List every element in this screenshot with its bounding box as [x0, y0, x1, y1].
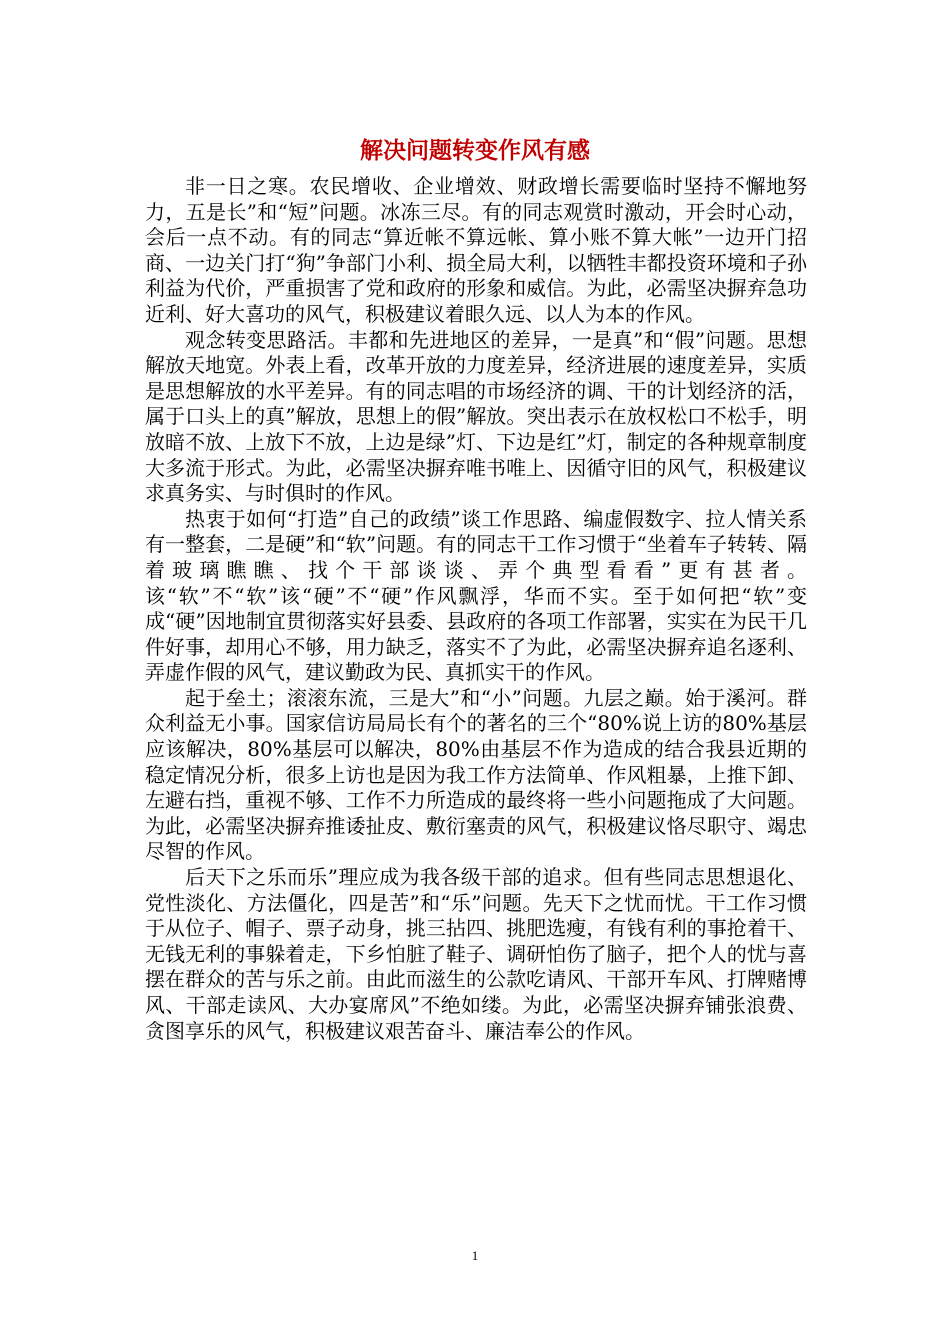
paragraph-1: 非一日之寒。农民增收、企业增效、财政增长需要临时坚持不懈地努力，五是长”和“短”问题。冰冻三尽。有的同志观赏时激动，开会时心动，会后一点不动。有的同志“算近帐不算远帐、算小账不算大帐”一边开门招商、一边关门打“狗”争部门小利、损全局大利，以牺牲丰都投资环境和子孙利益为代价，严重损害了党和政府的形象和威信。为此，必需坚决摒弃急功近利、好大喜功的风气，积极建议着眼久远、以人为本的作风。	[145, 174, 807, 326]
paragraph-3: 热衷于如何“打造”自己的政绩”谈工作思路、编虚假数字、拉人情关系有一整套，二是硬”和“软”问题。有的同志干工作习惯于“坐着车子转转、隔着玻璃瞧瞧、找个干部谈谈、弄个典型看看”更有甚者。该“软”不“软”该“硬”不“硬”作风飘浮，华而不实。至于如何把“软”变成“硬”因地制宜贯彻落实好县委、县政府的各项工作部署，实实在为民干几件好事，却用心不够，用力缺乏，落实不了为此，必需坚决摒弃追名逐利、弄虚作假的风气，建议勤政为民、真抓实干的作风。	[145, 506, 807, 685]
document-title: 解决问题转变作风有感	[360, 138, 590, 164]
document-body	[145, 174, 807, 1044]
paragraph-4: 起于垒土；滚滚东流，三是大”和“小”问题。九层之巅。始于溪河。群众利益无小事。国家信访局局长有个的著名的三个“80%说上访的80%基层应该解决，80%基层可以解决，80%由基层不作为造成的结合我县近期的稳定情况分析，很多上访也是因为我工作方法简单、作风粗暴，上推下卸、左避右挡，重视不够、工作不力所造成的最终将一些小问题拖成了大问题。为此，必需坚决摒弃推诿扯皮、敷衍塞责的风气，积极建议恪尽职守、竭忠尽智的作风。	[145, 685, 807, 864]
paragraph-2: 观念转变思路活。丰都和先进地区的差异，一是真”和“假”问题。思想解放天地宽。外表上看，改革开放的力度差异，经济进展的速度差异，实质是思想解放的水平差异。有的同志唱的市场经济的调、干的计划经济的活，属于口头上的真”解放，思想上的假”解放。突出表示在放权松口不松手，明放暗不放、上放下不放，上边是绿”灯、下边是红”灯，制定的各种规章制度大多流于形式。为此，必需坚决摒弃唯书唯上、因循守旧的风气，积极建议求真务实、与时俱时的作风。	[145, 327, 807, 506]
page-number: 1	[471, 1248, 479, 1263]
paragraph-5: 后天下之乐而乐”理应成为我各级干部的追求。但有些同志思想退化、党性淡化、方法僵化，四是苦”和“乐”问题。先天下之忧而忧。干工作习惯于从位子、帽子、票子动身，挑三拈四、挑肥选瘦，有钱有利的事抢着干、无钱无利的事躲着走，下乡怕脏了鞋子、调研怕伤了脑子，把个人的忧与喜摆在群众的苦与乐之前。由此而滋生的公款吃请风、干部开车风、打牌赌博风、干部走读风、大办宴席风”不绝如缕。为此，必需坚决摒弃铺张浪费、贪图享乐的风气，积极建议艰苦奋斗、廉洁奉公的作风。	[145, 865, 807, 1043]
